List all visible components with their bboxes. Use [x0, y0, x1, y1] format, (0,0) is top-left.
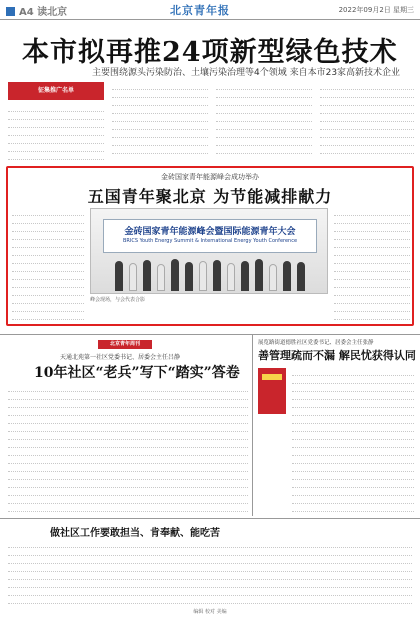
story-c-headline: 做社区工作要敢担当、肯奉献、能吃苦 — [50, 528, 220, 539]
page-header — [0, 0, 420, 20]
story-r-image — [258, 368, 286, 414]
text-column-1 — [8, 104, 104, 160]
person-figure — [171, 259, 179, 291]
person-figure — [129, 263, 137, 291]
section-label: A4 读北京 — [19, 7, 68, 18]
banner-title: 金砖国家青年能源峰会暨国际能源青年大会 — [124, 227, 296, 237]
person-figure — [227, 263, 235, 291]
story-b-text — [8, 384, 248, 514]
lead-subhead: 主要围绕源头污染防治、土壤污染治理等4个领域 来自本市23家高新技术企业 — [92, 68, 401, 78]
story-r-text — [292, 368, 414, 514]
person-figure — [241, 261, 249, 291]
person-figure — [199, 261, 207, 291]
section-tag — [6, 3, 67, 18]
story-b-label: 北京青年周刊 — [98, 340, 152, 349]
image-accent — [262, 374, 282, 380]
feature-photo — [90, 208, 328, 294]
person-figure — [283, 261, 291, 291]
story-c-text — [8, 540, 412, 604]
text-column-4 — [320, 82, 414, 160]
story-b-headline: 10年社区“老兵”写下“踏实”答卷 — [34, 365, 240, 381]
story-b-kicker: 天通北苑第一社区党委书记、居委会主任吕静 — [60, 354, 181, 361]
feature-article — [6, 166, 414, 326]
group-of-people — [111, 257, 311, 291]
feature-kicker: 金砖国家青年能源峰会成功举办 — [161, 173, 259, 181]
person-figure — [185, 262, 193, 291]
story-r-kicker: 展览路街道德胜社区党委书记、居委会主任张静 — [258, 340, 374, 346]
text-column-2 — [112, 82, 208, 160]
section-divider — [0, 334, 420, 335]
story-r-headline: 善管理疏而不漏 解民忧获得认同 — [258, 349, 416, 362]
feature-text-right — [334, 208, 410, 320]
banner-subtitle: BRICS Youth Energy Summit & International Energy Youth Conference — [122, 238, 298, 244]
person-figure — [269, 264, 277, 291]
section-divider — [0, 518, 420, 519]
person-figure — [255, 259, 263, 291]
lead-headline: 本市拟再推24项新型绿色技术 — [22, 37, 398, 68]
masthead: 北京青年报 — [170, 4, 230, 17]
person-figure — [297, 262, 305, 291]
person-figure — [213, 260, 221, 291]
summit-banner — [103, 219, 317, 253]
section-square-icon — [6, 7, 15, 16]
lead-box-label: 征集推广名单 — [8, 82, 104, 100]
person-figure — [115, 261, 123, 291]
column-divider — [252, 334, 253, 516]
text-column-3 — [216, 82, 312, 160]
issue-date: 2022年09月2日 星期三 — [338, 6, 414, 14]
page-footer: 编辑 校对 美编 — [193, 609, 227, 615]
photo-caption: 峰会现场，与会代表合影 — [90, 297, 146, 303]
feature-text-left — [12, 208, 84, 320]
person-figure — [157, 264, 165, 291]
feature-headline: 五国青年聚北京 为节能减排献力 — [87, 187, 333, 206]
person-figure — [143, 260, 151, 291]
